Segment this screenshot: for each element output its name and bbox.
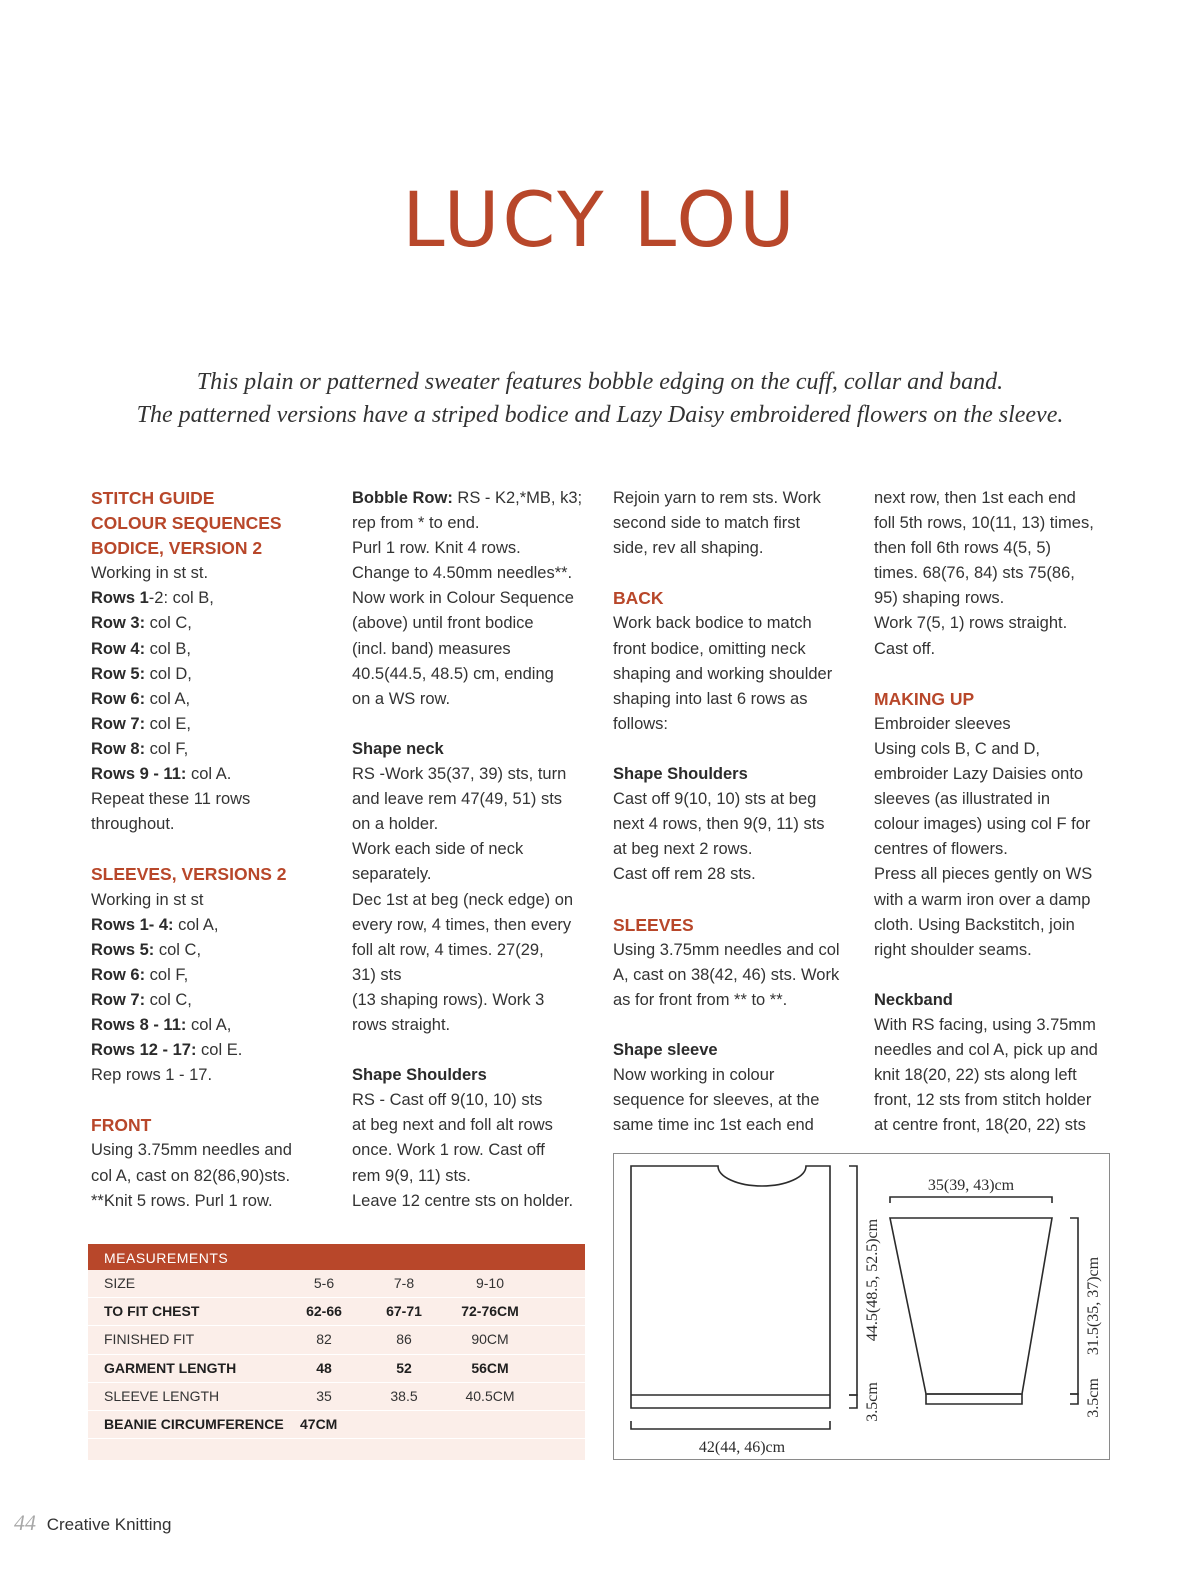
body-width-label: 42(44, 46)cm [698,1439,786,1456]
cell: 47CM [300,1415,338,1432]
shape-neck-heading: Shape neck [352,739,444,758]
bobble-row: Bobble Row: RS - K2,*MB, k3; [352,489,583,507]
intro-line-2: The patterned versions have a striped bodice and Lazy Daisy embroidered flowers on the sleeve. [136,402,1064,428]
stitch-guide-heading: STITCH GUIDE [91,488,215,508]
text-line: (13 shaping rows). Work 3 [352,990,545,1009]
text-line: separately. [352,865,432,884]
row-label: SIZE [104,1275,136,1291]
text-line: needles and col A, pick up and [874,1041,1098,1060]
text-line: knit 18(20, 22) sts along left [874,1066,1077,1085]
shape-shoulders-heading: Shape Shoulders [352,1066,487,1085]
cell: 86 [396,1331,412,1348]
text-line: RS -Work 35(37, 39) sts, turn [352,765,567,784]
cell: 62-66 [306,1303,342,1320]
column-3 [613,486,865,1138]
body-width-bracket [631,1421,830,1429]
text-line: on a holder. [352,815,439,834]
text-line: front, 12 sts from stitch holder [874,1091,1092,1110]
intro-text [0,366,1200,432]
bodice-row: Rows 9 - 11: col A. [91,765,232,784]
text-line: 31) sts [352,965,402,984]
text-line: with a warm iron over a damp [874,890,1091,909]
bodice-row: Row 4: col B, [91,639,191,658]
table-row [88,1270,585,1298]
column-4 [874,486,1126,1138]
text-line: Cast off. [874,639,936,658]
row-label: BEANIE CIRCUMFERENCE [104,1415,284,1432]
cell: 5-6 [313,1275,335,1291]
text-line: Now working in colour [613,1066,775,1085]
text-line: rem 9(9, 11) sts. [352,1166,471,1185]
bodice-row: Row 7: col E, [91,714,191,733]
page-footer [14,1510,171,1536]
garment-schematic [613,1153,1110,1460]
text-line: embroider Lazy Daisies onto [874,765,1084,784]
text-line: (above) until front bodice [352,614,534,633]
sleeve-width-bracket [890,1197,1052,1203]
text-line: A, cast on 38(42, 46) sts. Work [613,965,840,984]
sleeve-width-label: 35(39, 43)cm [927,1177,1015,1194]
cell: 90CM [471,1331,509,1348]
shape-sleeve-heading: Shape sleeve [613,1041,718,1060]
bodice-row: Row 8: col F, [91,739,189,758]
bodice-intro: Working in st st. [91,564,209,583]
text-line: right shoulder seams. [874,940,1032,959]
sleeves-repeat: Rep rows 1 - 17. [91,1066,213,1085]
schematic-drawing [614,1154,1111,1461]
text-line: shaping and working shoulder [613,664,833,683]
text-line: then foll 6th rows 4(5, 5) [874,539,1052,558]
body-outline [631,1166,830,1408]
sleeves-intro: Working in st st [91,890,204,909]
cell: 52 [396,1359,412,1376]
column-1 [91,486,343,1214]
text-line: cloth. Using Backstitch, join [874,915,1075,934]
text-line: Dec 1st at beg (neck edge) on [352,890,574,909]
text-line: centres of flowers. [874,840,1008,859]
cell: 7-8 [393,1275,415,1291]
table-row [88,1326,585,1354]
text-line: Change to 4.50mm needles**. [352,564,573,583]
text-line: sequence for sleeves, at the [613,1091,820,1110]
text-line: second side to match first [613,514,801,533]
sleeve-band [926,1394,1022,1404]
bodice-row: Row 5: col D, [91,664,192,683]
bodice-heading: BODICE, VERSION 2 [91,538,263,559]
text-line: on a WS row. [352,689,451,708]
body-band-label: 3.5cm [864,1382,881,1422]
row-label: SLEEVE LENGTH [104,1387,220,1404]
measurements-heading: MEASUREMENTS [88,1244,585,1270]
row-label: TO FIT CHEST [104,1303,200,1320]
colour-sequences-heading: COLOUR SEQUENCES [91,513,282,534]
text-line: times. 68(76, 84) sts 75(86, [874,564,1075,583]
text-line: Cast off 9(10, 10) sts at beg [613,790,817,809]
sleeve-band-bracket [1070,1394,1078,1404]
bodice-repeat: Repeat these 11 rows [91,790,251,809]
page-title: LUCY LOU [402,175,798,264]
sleeve-row: Row 7: col C, [91,990,192,1009]
publication-name: Creative Knitting [46,1515,172,1534]
row-label: FINISHED FIT [104,1331,195,1348]
text-line: rows straight. [352,1015,451,1034]
text-line: foll alt row, 4 times. 27(29, [352,940,544,959]
text-line: sleeves (as illustrated in [874,790,1051,809]
text-line: Rejoin yarn to rem sts. Work [613,489,821,507]
text-line: Using cols B, C and D, [874,739,1040,758]
text-line: Work each side of neck [352,840,524,859]
body-length-label: 44.5(48.5, 52.5)cm [864,1218,881,1342]
table-row [88,1411,585,1439]
cell: 48 [316,1359,332,1376]
intro-line-1: This plain or patterned sweater features bobble edging on the cuff, collar and band. [196,369,1004,395]
sleeve-length-label: 31.5(35, 37)cm [1085,1256,1102,1356]
bodice-repeat: throughout. [91,815,175,834]
text-line: side, rev all shaping. [613,539,764,558]
text-line: Leave 12 centre sts on holder. [352,1191,574,1210]
cell: 56CM [471,1359,509,1376]
text-line: 95) shaping rows. [874,589,1005,608]
sleeve-row: Rows 12 - 17: col E. [91,1041,243,1060]
text-line: at centre front, 18(20, 22) sts [874,1116,1086,1135]
text-line: foll 5th rows, 10(11, 13) times, [874,514,1094,533]
row-label: GARMENT LENGTH [104,1359,237,1376]
making-up-heading: MAKING UP [874,688,975,709]
cell: 40.5CM [465,1387,515,1404]
shape-shoulders-heading: Shape Shoulders [613,765,748,784]
text-line: Press all pieces gently on WS [874,865,1093,884]
cell: 72-76CM [461,1303,519,1320]
bodice-row: Row 3: col C, [91,614,192,633]
page-number: 44 [14,1510,36,1535]
sleeve-row: Rows 5: col C, [91,940,202,959]
table-row [88,1383,585,1411]
text-line: With RS facing, using 3.75mm [874,1015,1096,1034]
front-heading: FRONT [91,1115,152,1136]
text-line: Cast off rem 28 sts. [613,865,756,884]
text-line: 40.5(44.5, 48.5) cm, ending [352,664,554,683]
text-line: next 4 rows, then 9(9, 11) sts [613,815,825,834]
table-row [88,1298,585,1326]
cell: 38.5 [390,1387,418,1404]
text-line: and leave rem 47(49, 51) sts [352,790,563,809]
text-line: rep from * to end. [352,514,480,533]
text-line: as for front from ** to **. [613,990,788,1009]
cell: 35 [316,1387,332,1404]
sleeve-outline [890,1218,1052,1394]
text-line: Embroider sleeves [874,714,1011,733]
cell: 9-10 [475,1275,505,1291]
text-line: Using 3.75mm needles and col [613,940,840,959]
text-line: Work back bodice to match [613,614,812,633]
table-row [88,1355,585,1383]
bodice-row: Row 6: col A, [91,689,191,708]
text-line: Work 7(5, 1) rows straight. [874,614,1068,633]
front-line: **Knit 5 rows. Purl 1 row. [91,1191,273,1210]
text-line: front bodice, omitting neck [613,639,806,658]
text-line: Now work in Colour Sequence [352,589,574,608]
text-line: Purl 1 row. Knit 4 rows. [352,539,521,558]
sleeve-band-label: 3.5cm [1085,1378,1102,1418]
text-line: shaping into last 6 rows as [613,689,808,708]
sleeve-length-bracket [1070,1218,1078,1394]
sleeve-row: Row 6: col F, [91,965,189,984]
sleeve-row: Rows 1- 4: col A, [91,915,219,934]
neckband-heading: Neckband [874,990,953,1009]
cell: 82 [316,1331,332,1348]
text-line: once. Work 1 row. Cast off [352,1141,545,1160]
sleeve-row: Rows 8 - 11: col A, [91,1015,232,1034]
text-line: (incl. band) measures [352,639,511,658]
body-length-bracket [849,1166,857,1395]
measurements-table [88,1244,585,1460]
front-line: Using 3.75mm needles and [91,1141,292,1160]
body-band-bracket [849,1395,857,1408]
back-heading: BACK [613,588,664,609]
text-line: next row, then 1st each end [874,489,1076,507]
text-line: at beg next 2 rows. [613,840,753,859]
bodice-row: Rows 1-2: col B, [91,589,214,608]
text-line: follows: [613,714,669,733]
sleeves-heading: SLEEVES [613,914,694,935]
text-line: same time inc 1st each end [613,1116,814,1135]
text-line: colour images) using col F for [874,815,1091,834]
text-line: RS - Cast off 9(10, 10) sts [352,1091,543,1110]
text-line: every row, 4 times, then every [352,915,572,934]
column-2 [352,486,604,1214]
sleeves-versions-heading: SLEEVES, VERSIONS 2 [91,864,287,885]
cell: 67-71 [386,1303,422,1320]
front-line: col A, cast on 82(86,90)sts. [91,1166,291,1185]
text-line: at beg next and foll alt rows [352,1116,553,1135]
